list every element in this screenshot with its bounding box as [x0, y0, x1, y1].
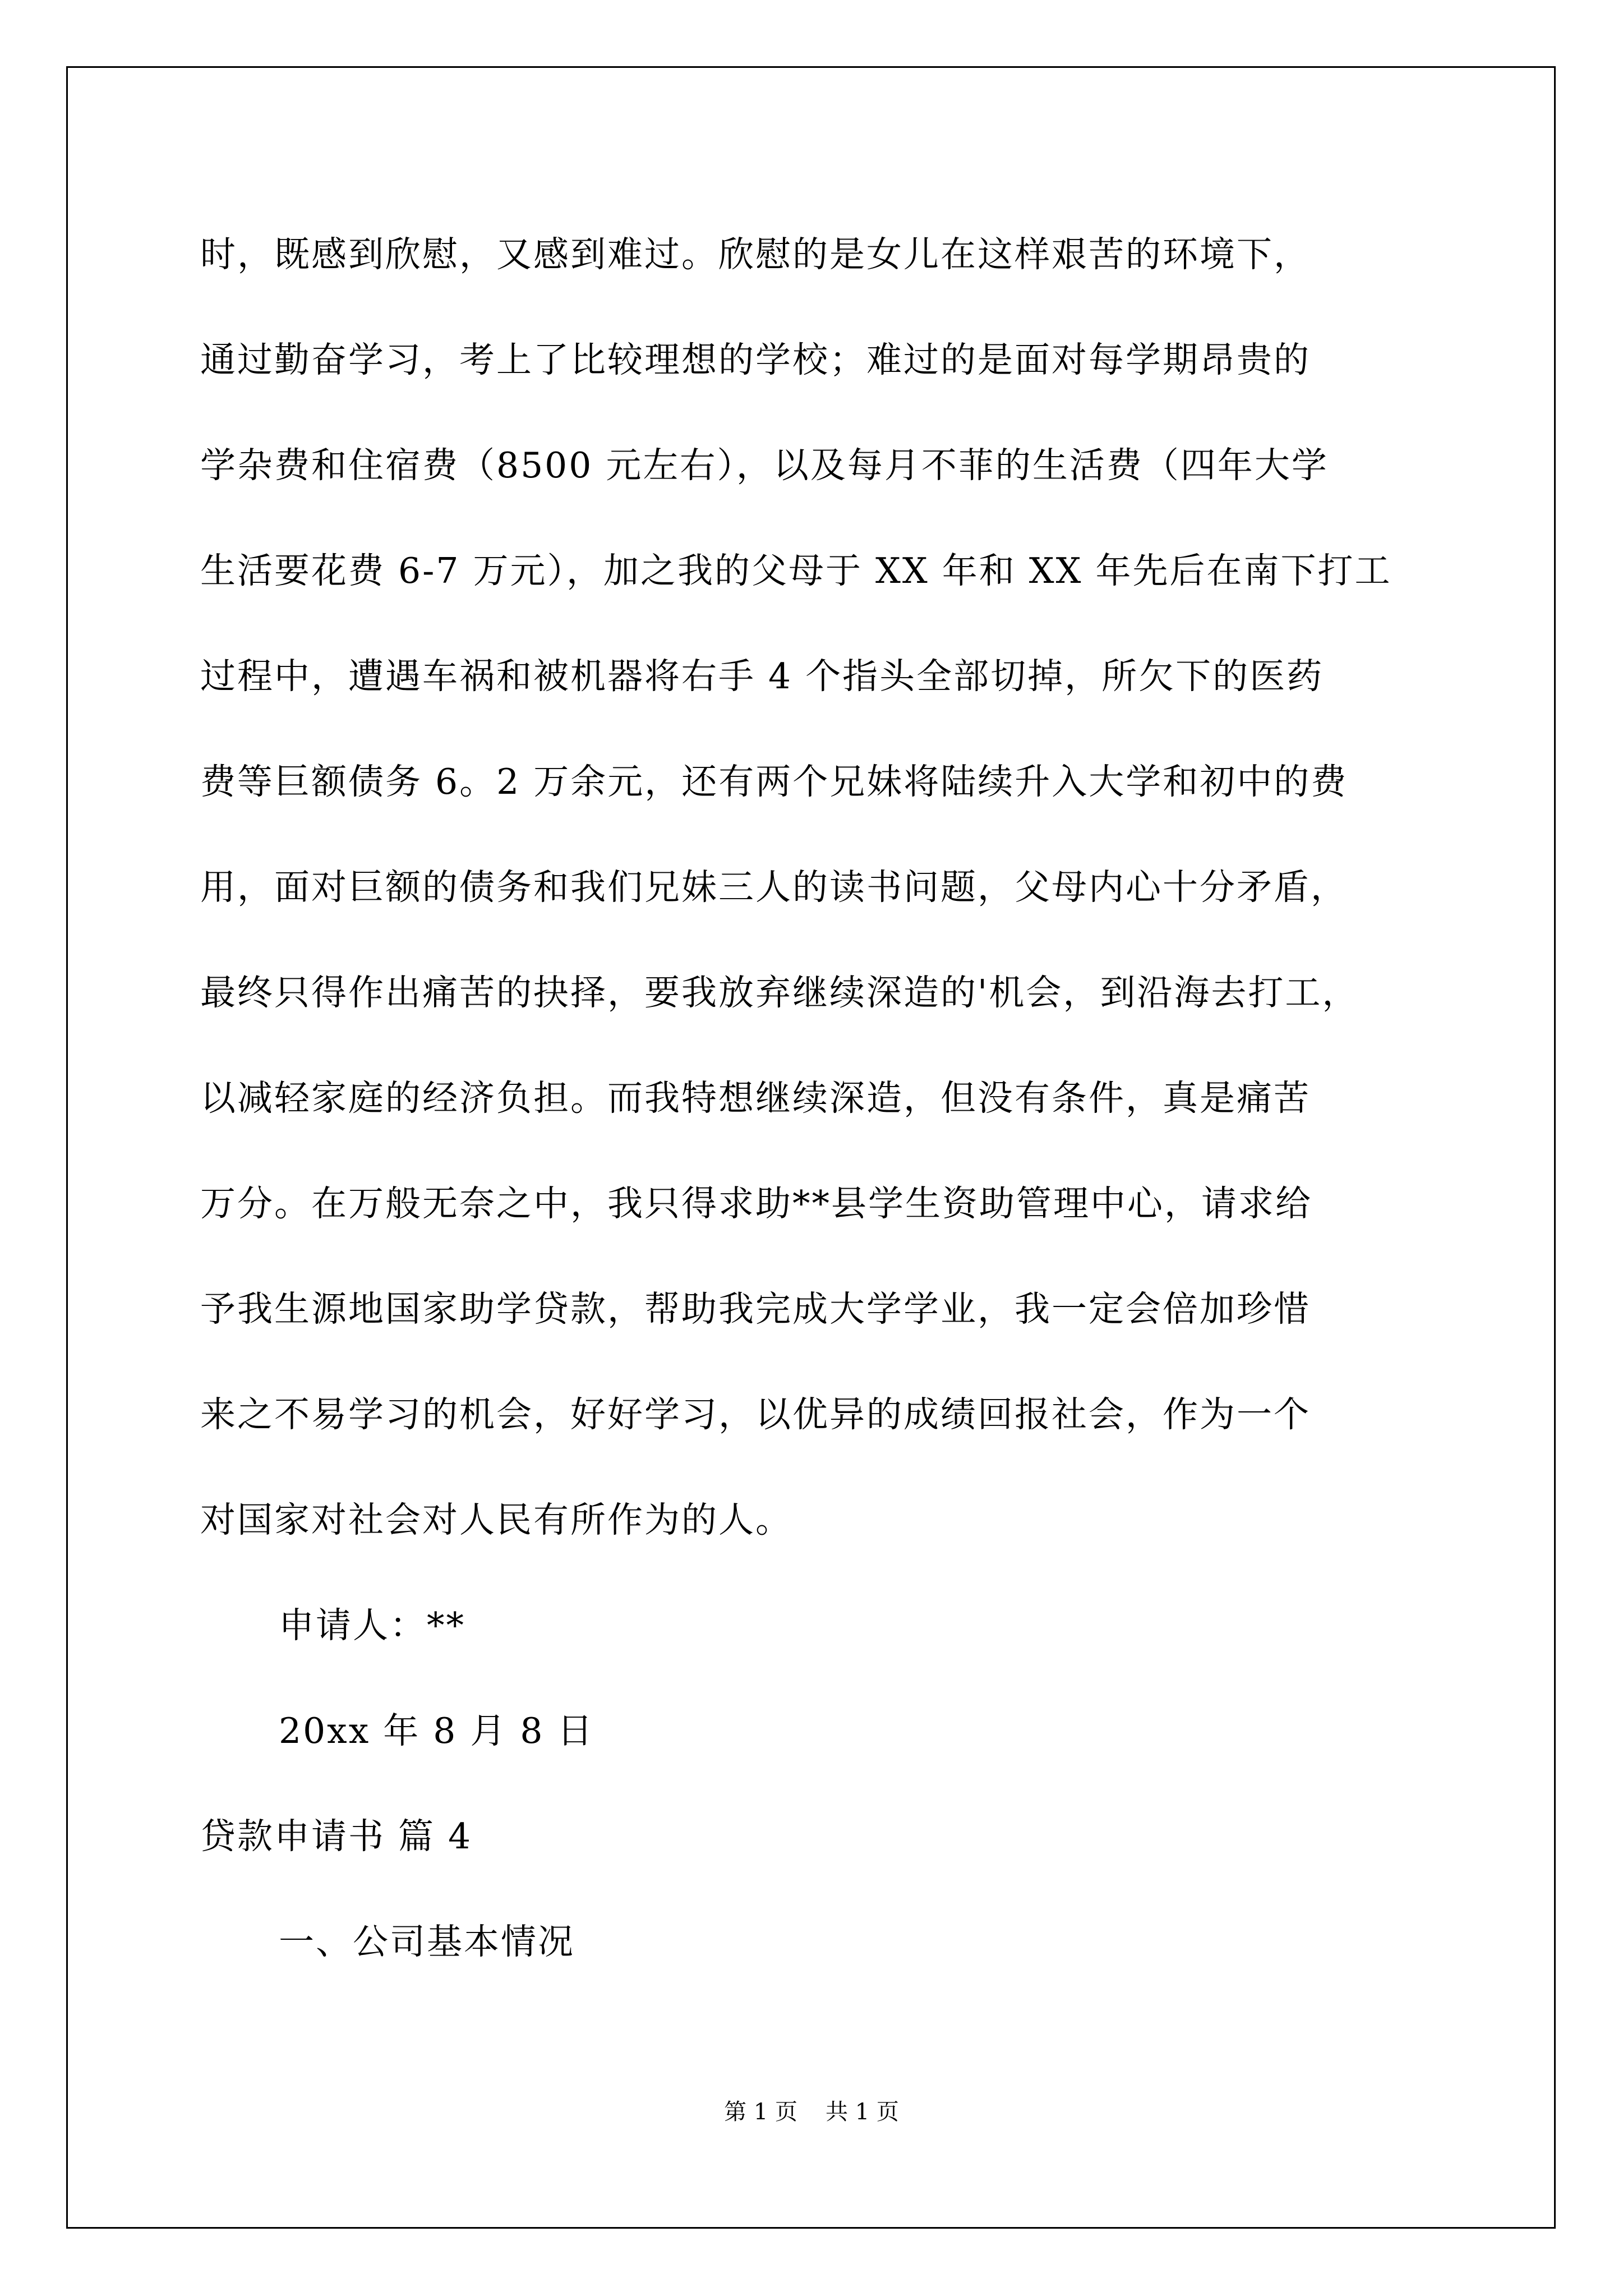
paragraph-line: 来之不易学习的机会，好好学习，以优异的成绩回报社会，作为一个	[200, 1394, 1311, 1435]
paragraph-line: 通过勤奋学习，考上了比较理想的学校；难过的是面对每学期昂贵的	[200, 339, 1311, 380]
document-body	[200, 202, 1490, 1995]
signature-date: 20xx 年 8 月 8 日	[279, 1710, 594, 1751]
paragraph-line: 过程中，遭遇车祸和被机器将右手 4 个指头全部切掉，所欠下的医药	[200, 656, 1324, 697]
paragraph-line: 学杂费和住宿费（8500 元左右），以及每月不菲的生活费（四年大学	[200, 445, 1329, 486]
paragraph-line: 用，面对巨额的债务和我们兄妹三人的读书问题，父母内心十分矛盾，	[200, 867, 1348, 908]
paragraph-line: 费等巨额债务 6。2 万余元，还有两个兄妹将陆续升入大学和初中的费	[200, 761, 1348, 802]
page-total: 共 1 页	[826, 2099, 899, 2125]
paragraph-line: 对国家对社会对人民有所作为的人。	[200, 1499, 792, 1540]
paragraph-line: 最终只得作出痛苦的抉择，要我放弃继续深造的'机会，到沿海去打工，	[200, 972, 1359, 1013]
paragraph-line: 予我生源地国家助学贷款，帮助我完成大学学业，我一定会倍加珍惜	[200, 1289, 1311, 1329]
applicant-signature: 申请人：**	[279, 1605, 465, 1646]
subsection-title: 一、公司基本情况	[279, 1921, 575, 1962]
section-title: 贷款申请书 篇 4	[200, 1816, 473, 1857]
page-number: 第 1 页	[724, 2099, 797, 2125]
page-footer	[0, 2095, 1623, 2129]
paragraph-line: 时，既感到欣慰，又感到难过。欣慰的是女儿在这样艰苦的环境下，	[200, 234, 1311, 275]
paragraph-line: 万分。在万般无奈之中，我只得求助**县学生资助管理中心，请求给	[200, 1183, 1312, 1224]
paragraph-line: 以减轻家庭的经济负担。而我特想继续深造，但没有条件，真是痛苦	[200, 1078, 1311, 1119]
paragraph-line: 生活要花费 6-7 万元），加之我的父母于 XX 年和 XX 年先后在南下打工	[200, 550, 1392, 591]
